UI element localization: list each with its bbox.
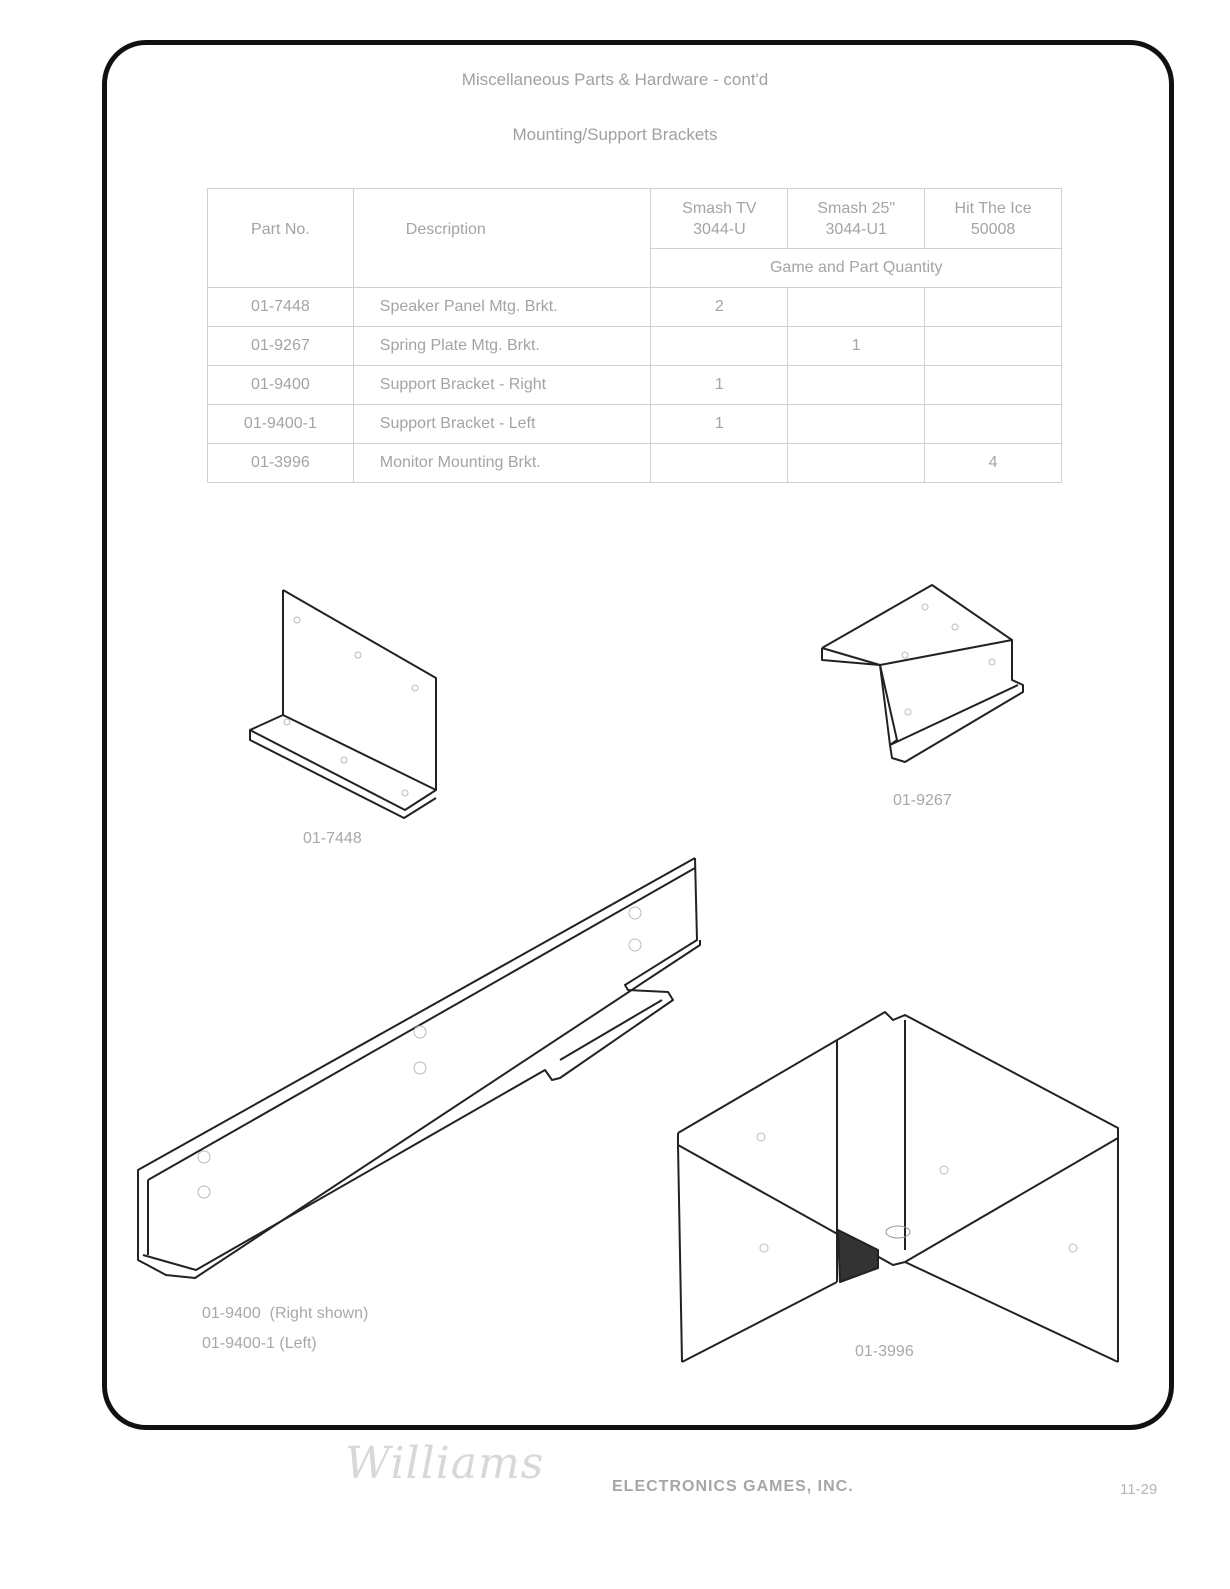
spring-plate-bracket-drawing (822, 585, 1023, 762)
quantity-cell: 1 (788, 327, 925, 366)
header-game-quantity: Game and Part Quantity (651, 249, 1062, 288)
speaker-panel-bracket-drawing (250, 590, 436, 818)
monitor-mounting-bracket-drawing (678, 1012, 1118, 1362)
part-no-cell: 01-9400-1 (208, 405, 354, 444)
caption-speaker-bracket: 01-7448 (303, 830, 362, 847)
caption-spring-plate: 01-9267 (893, 792, 952, 809)
caption-monitor-bracket: 01-3996 (855, 1343, 914, 1360)
header-part-no: Part No. (208, 189, 354, 288)
header-game-1-number: 3044-U (693, 220, 746, 238)
williams-logo: Williams (345, 1438, 545, 1489)
description-cell: Speaker Panel Mtg. Brkt. (353, 288, 651, 327)
part-no-cell: 01-9267 (208, 327, 354, 366)
header-game-2-number: 3044-U1 (825, 220, 887, 238)
part-no-cell: 01-9400 (208, 366, 354, 405)
header-game-2-name: Smash 25" (817, 199, 896, 217)
quantity-cell: 1 (651, 405, 788, 444)
header-game-3-name: Hit The Ice (954, 199, 1032, 217)
section-heading: Miscellaneous Parts & Hardware - cont'd (461, 70, 769, 89)
quantity-cell: 1 (651, 366, 788, 405)
part-no-cell: 01-7448 (208, 288, 354, 327)
header-game-3-number: 50008 (970, 220, 1016, 238)
quantity-cell: 2 (651, 288, 788, 327)
description-cell: Spring Plate Mtg. Brkt. (353, 327, 651, 366)
footer-company: ELECTRONICS GAMES, INC. (612, 1478, 854, 1495)
header-game-1-name: Smash TV (682, 199, 757, 217)
quantity-cell: 4 (925, 444, 1062, 483)
description-cell: Monitor Mounting Brkt. (353, 444, 651, 483)
page-number: 11-29 (1120, 1481, 1158, 1498)
support-bracket-drawing (138, 858, 700, 1278)
part-no-cell: 01-3996 (208, 444, 354, 483)
header-description: Description (353, 189, 651, 288)
caption-support-right: 01-9400 (Right shown) (202, 1305, 369, 1322)
section-subheading: Mounting/Support Brackets (512, 125, 718, 144)
description-cell: Support Bracket - Right (353, 366, 651, 405)
caption-support-left: 01-9400-1 (Left) (202, 1335, 317, 1352)
description-cell: Support Bracket - Left (353, 405, 651, 444)
